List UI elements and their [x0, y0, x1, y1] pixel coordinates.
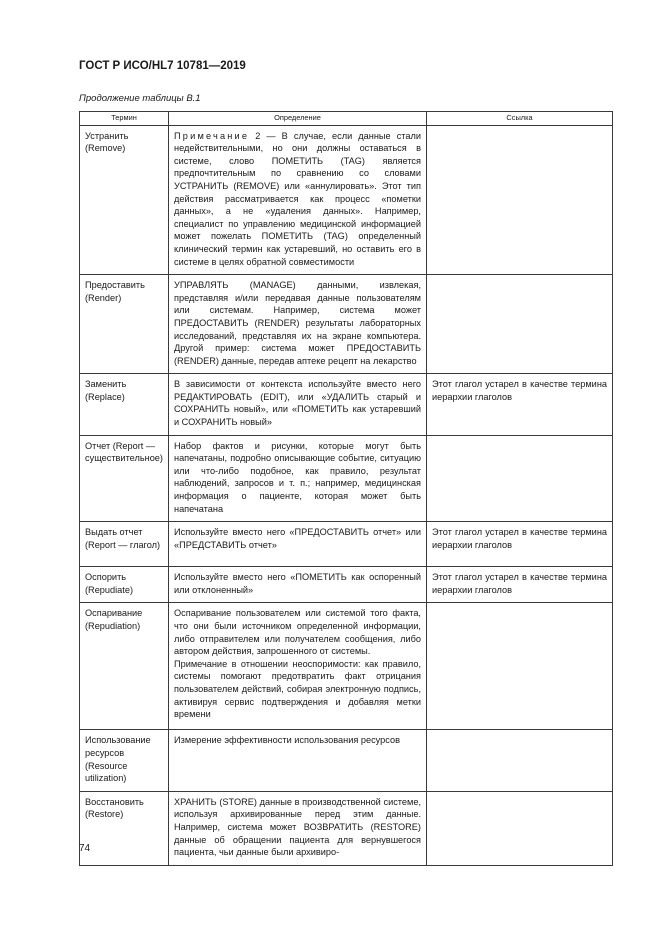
term-cell: Отчет (Report — существительное) [80, 435, 169, 522]
definition-cell: Используйте вместо него «ПОМЕТИТЬ как оспоренный или отклоненный» [169, 567, 427, 603]
table-row [80, 603, 613, 730]
document-header: ГОСТ Р ИСО/HL7 10781—2019 [79, 60, 246, 72]
table-row [80, 125, 613, 275]
reference-cell [427, 603, 613, 730]
definition-note: Примечание в отношении неоспоримости: как правило, системы помогают предотвратить факт отрицания пользователем действий, собирая электронную подпись, активируя сервис подтверждения и добавляя метки времени [174, 658, 421, 720]
definition-cell [169, 125, 427, 275]
term-cell: Заменить (Replace) [80, 374, 169, 435]
term-cell: Выдать отчет (Report — глагол) [80, 522, 169, 567]
table-row [80, 522, 613, 567]
reference-cell [427, 275, 613, 374]
definition-cell: УПРАВЛЯТЬ (MANAGE) данными, извлекая, представляя и/или передавая данные пользователям или системам. Например, система может ПРЕДОСТАВИТЬ (RENDER) результаты лабораторных исследований, представляя их на экране компьютера. Другой пример: система может ПРЕДОСТАВИТЬ (RENDER) данные, передав аптеке рецепт на лекарство [169, 275, 427, 374]
definition-text: Оспаривание пользователем или системой того факта, что они были источником определенной информации, либо отправителем или получателем сообщения, либо автором действия, запрошенного от системы. [174, 608, 421, 657]
table-caption: Продолжение таблицы В.1 [79, 93, 201, 104]
table-row [80, 791, 613, 865]
reference-cell: Этот глагол устарел в качестве термина иерархии глаголов [427, 522, 613, 567]
table-header-row [80, 112, 613, 126]
table-row [80, 730, 613, 791]
definition-cell: Измерение эффективности использования ресурсов [169, 730, 427, 791]
terms-table [79, 111, 613, 866]
reference-cell [427, 125, 613, 275]
table-row [80, 374, 613, 435]
definition-cell: ХРАНИТЬ (STORE) данные в производственной системе, используя архивированные перед этим данные. Например, система может ВОЗВРАТИТЬ (RESTORE) данные об обращении пациента для вернувшегося пациента, чьи данные были архивиро- [169, 791, 427, 865]
definition-cell [169, 603, 427, 730]
term-cell: Использование ресурсов (Resource utilization) [80, 730, 169, 791]
column-header-definition: Определение [169, 112, 427, 126]
reference-cell [427, 791, 613, 865]
column-header-reference: Ссылка [427, 112, 613, 126]
definition-cell: Используйте вместо него «ПРЕДОСТАВИТЬ отчет» или «ПРЕДСТАВИТЬ отчет» [169, 522, 427, 567]
reference-cell: Этот глагол устарел в качестве термина иерархии глаголов [427, 567, 613, 603]
table-row [80, 567, 613, 603]
term-cell: Восстановить (Restore) [80, 791, 169, 865]
column-header-term: Термин [80, 112, 169, 126]
definition-text: 2 — В случае, если данные стали недействительными, но они должны оставаться в системе, слово ПОМЕТИТЬ (TAG) является предпочтительным по сравнению со словами УСТРАНИТЬ (REMOVE) или «аннулировать». Этот тип действия рассматривается как процесс «пометки данных», а не «удаления данных». Например, специалист по управлению медицинской информацией может пожелать ПОМЕТИТЬ (TAG) определенный клинический термин как устаревший, но оставить его в системе в целях обратной совместимости [174, 130, 421, 267]
term-cell: Устранить (Remove) [80, 125, 169, 275]
table-row [80, 275, 613, 374]
term-cell: Оспорить (Repudiate) [80, 567, 169, 603]
reference-cell [427, 435, 613, 522]
reference-cell: Этот глагол устарел в качестве термина иерархии глаголов [427, 374, 613, 435]
definition-cell: Набор фактов и рисунки, которые могут быть напечатаны, подробно описывающие событие, ситуацию или что-либо подобное, как правило, результат наблюдений, запросов и т. п.; например, медицинская информация о пациенте, которая может быть напечатана [169, 435, 427, 522]
term-cell: Оспаривание (Repudiation) [80, 603, 169, 730]
definition-cell: В зависимости от контекста используйте вместо него РЕДАКТИРОВАТЬ (EDIT), или «УДАЛИТЬ старый и СОХРАНИТЬ новый», или «ПОМЕТИТЬ как устаревший и СОХРАНИТЬ новый» [169, 374, 427, 435]
note-label: Примечание [174, 130, 250, 141]
term-cell: Предоставить (Render) [80, 275, 169, 374]
table-row [80, 435, 613, 522]
page-number: 74 [79, 843, 91, 854]
reference-cell [427, 730, 613, 791]
